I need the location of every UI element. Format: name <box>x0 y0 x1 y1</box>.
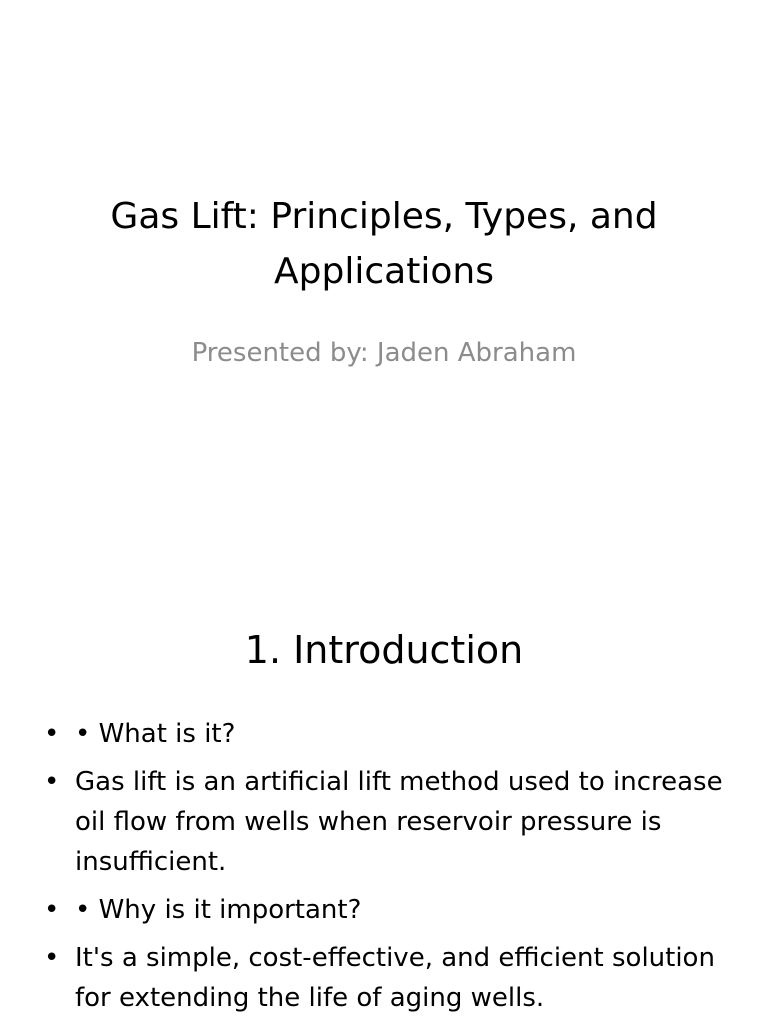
slide-title: 1. Introduction <box>244 628 524 672</box>
bullet-text: Gas lift is an artificial lift method used to increase oil flow from wells when reservoir pressure is insufficient. <box>75 767 723 877</box>
list-item <box>38 890 728 930</box>
bullet-icon: • <box>44 895 60 925</box>
bullet-text: It's a simple, cost-effective, and efficient solution for extending the life of aging wells. <box>75 943 715 1013</box>
list-item <box>38 714 728 754</box>
introduction-slide <box>0 576 768 1024</box>
bullet-list <box>38 714 728 1024</box>
slide-title: Gas Lift: Principles, Types, and Applications <box>110 196 658 292</box>
slide-subtitle: Presented by: Jaden Abraham <box>191 338 577 368</box>
list-item <box>38 938 728 1018</box>
bullet-text: • What is it? <box>75 719 236 749</box>
bullet-icon: • <box>44 767 60 797</box>
bullet-text: • Why is it important? <box>75 895 362 925</box>
bullet-icon: • <box>44 719 60 749</box>
bullet-icon: • <box>44 943 60 973</box>
list-item <box>38 762 728 882</box>
